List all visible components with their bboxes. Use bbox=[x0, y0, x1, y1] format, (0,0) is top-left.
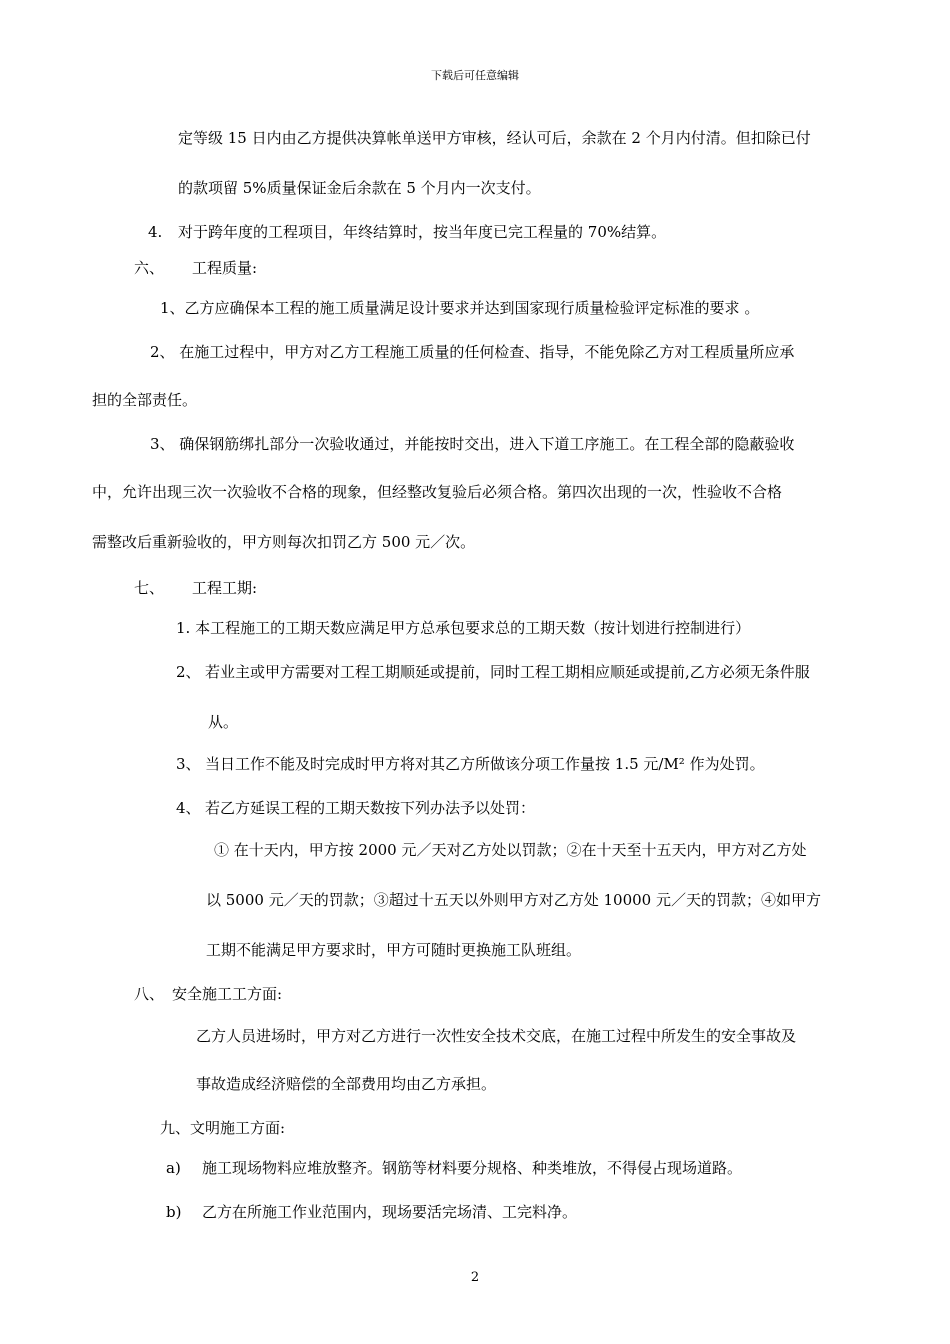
section-heading: 工程质量: bbox=[192, 259, 258, 277]
paragraph-line: ① 在十天内，甲方按 2000 元／天对乙方处以罚款；②在十天至十五天内，甲方对乙方处 bbox=[214, 841, 807, 859]
paragraph-line: 以 5000 元／天的罚款；③超过十五天以外则甲方对乙方处 10000 元／天的罚款；④如甲方 bbox=[206, 891, 821, 909]
list-number: 4、 bbox=[176, 799, 201, 817]
paragraph-line: 2、 在施工过程中，甲方对乙方工程施工质量的任何检查、指导，不能免除乙方对工程质量所应承 bbox=[150, 343, 795, 361]
list-item-text: 对于跨年度的工程项目，年终结算时，按当年度已完工程量的 70%结算。 bbox=[178, 223, 667, 241]
paragraph-line: 的款项留 5%质量保证金后余款在 5 个月内一次支付。 bbox=[178, 179, 541, 197]
paragraph-line: 中，允许出现三次一次验收不合格的现象，但经整改复验后必须合格。第四次出现的一次，性验收不合格 bbox=[92, 483, 783, 501]
page-number: 2 bbox=[470, 1270, 480, 1285]
list-item-text: 施工现场物料应堆放整齐。钢筋等材料要分规格、种类堆放，不得侵占现场道路。 bbox=[202, 1159, 743, 1177]
section-number: 七、 bbox=[134, 579, 165, 597]
list-number: 2、 bbox=[176, 663, 201, 681]
section-number: 六、 bbox=[134, 259, 165, 277]
page-header: 下载后可任意编辑 bbox=[431, 69, 519, 82]
list-number: a) bbox=[166, 1159, 181, 1177]
paragraph-line: 1. 本工程施工的工期天数应满足甲方总承包要求总的工期天数（按计划进行控制进行） bbox=[176, 619, 751, 637]
paragraph-line: 1、乙方应确保本工程的施工质量满足设计要求并达到国家现行质量检验评定标准的要求 。 bbox=[160, 299, 760, 317]
list-number: b) bbox=[166, 1203, 182, 1221]
paragraph-line: 事故造成经济赔偿的全部费用均由乙方承担。 bbox=[196, 1075, 497, 1093]
list-number: 4. bbox=[148, 223, 163, 241]
list-item-text: 乙方在所施工作业范围内，现场要活完场清、工完料净。 bbox=[202, 1203, 578, 1221]
list-item-text: 当日工作不能及时完成时甲方将对其乙方所做该分项工作量按 1.5 元/M² 作为处罚。 bbox=[205, 755, 765, 773]
section-heading: 九、文明施工方面: bbox=[160, 1119, 286, 1137]
section-number: 八、 bbox=[134, 985, 165, 1003]
paragraph-line: 担的全部责任。 bbox=[92, 391, 198, 409]
list-item-text: 若业主或甲方需要对工程工期顺延或提前，同时工程工期相应顺延或提前,乙方必须无条件服 bbox=[205, 663, 810, 681]
paragraph-line: 3、 确保钢筋绑扎部分一次验收通过，并能按时交出，进入下道工序施工。在工程全部的隐蔽验收 bbox=[150, 435, 795, 453]
list-item-text: 若乙方延误工程的工期天数按下列办法予以处罚： bbox=[205, 799, 536, 817]
paragraph-line: 需整改后重新验收的，甲方则每次扣罚乙方 500 元／次。 bbox=[92, 533, 476, 551]
paragraph-line: 乙方人员进场时，甲方对乙方进行一次性安全技术交底，在施工过程中所发生的安全事故及 bbox=[196, 1027, 797, 1045]
paragraph-line: 定等级 15 日内由乙方提供决算帐单送甲方审核，经认可后，余款在 2 个月内付清。但扣除已付 bbox=[178, 129, 811, 147]
paragraph-line: 工期不能满足甲方要求时，甲方可随时更换施工队班组。 bbox=[206, 941, 582, 959]
list-number: 3、 bbox=[176, 755, 201, 773]
section-heading: 工程工期: bbox=[192, 579, 258, 597]
section-heading: 安全施工工方面: bbox=[172, 985, 283, 1003]
list-item-text: 从。 bbox=[208, 713, 239, 731]
